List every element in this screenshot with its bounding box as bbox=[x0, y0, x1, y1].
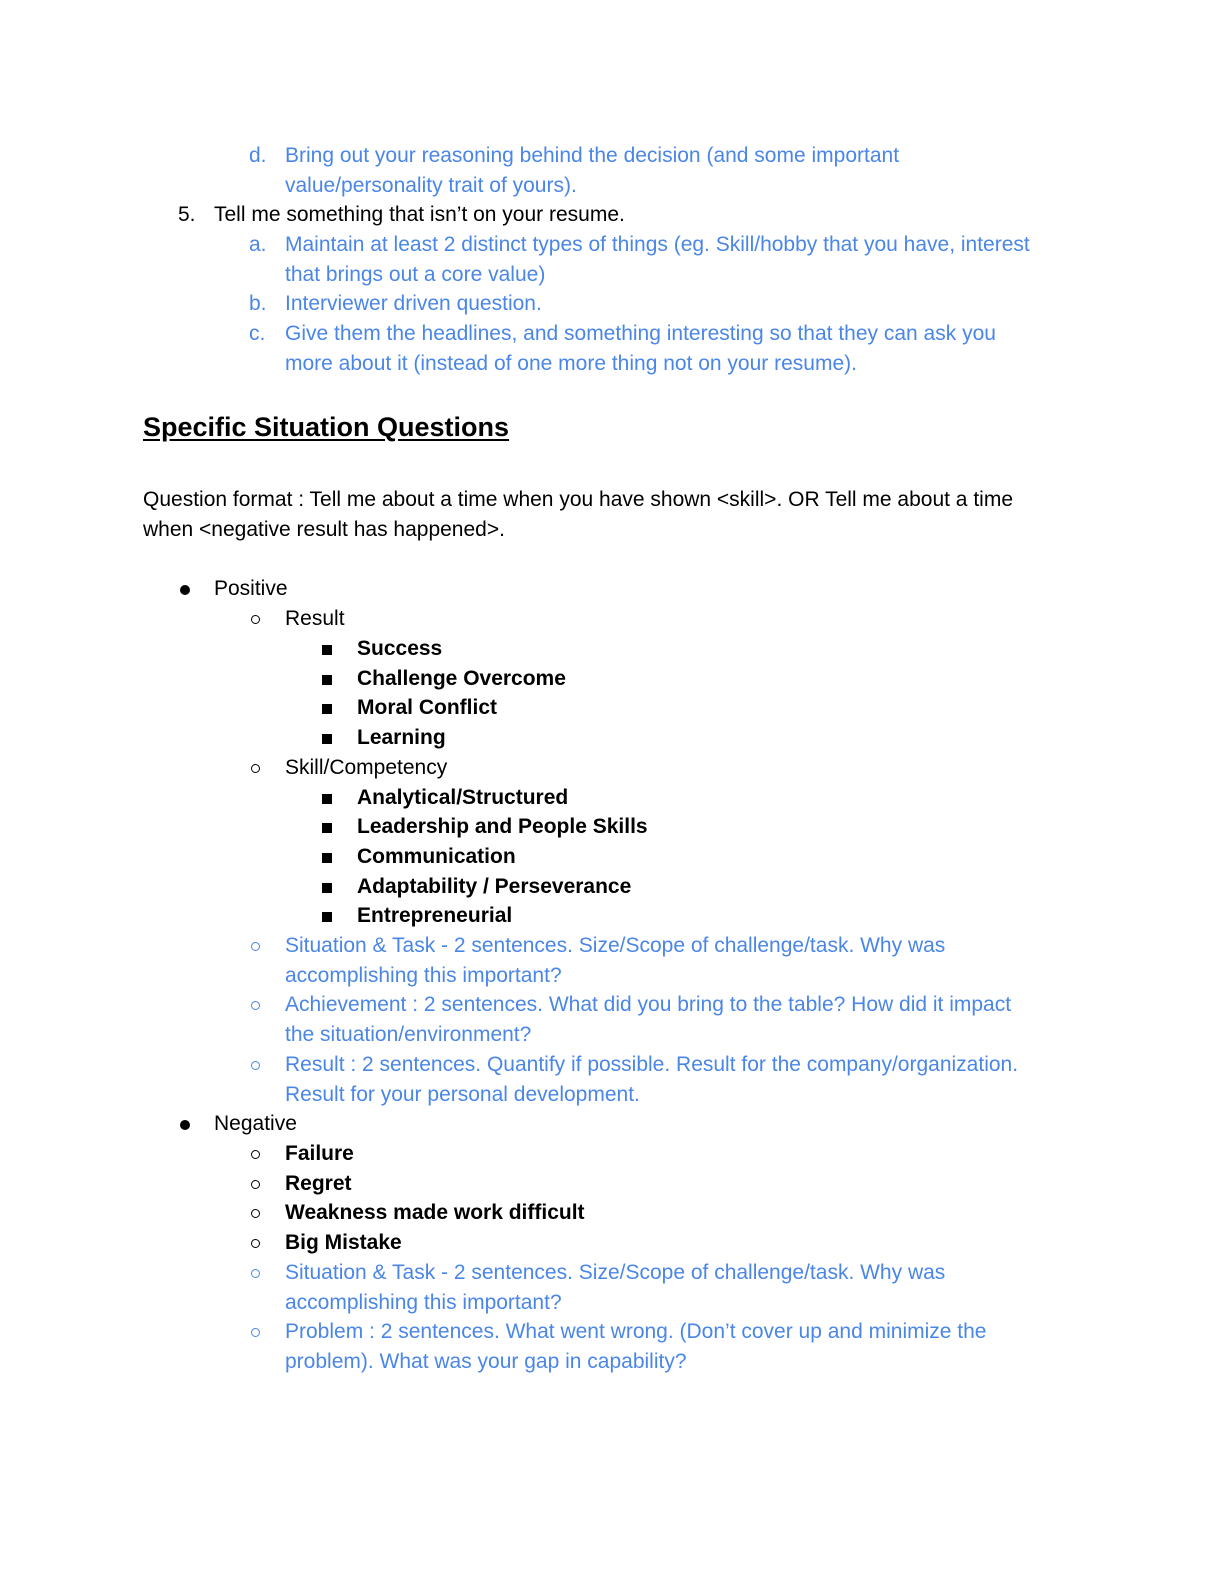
negative-note-line2: accomplishing this important? bbox=[285, 1291, 562, 1314]
question-format-line1: Question format : Tell me about a time when you have shown <skill>. OR Tell me about a time bbox=[143, 488, 1013, 511]
square-bullet-icon bbox=[322, 794, 332, 804]
circle-bullet-icon bbox=[251, 1150, 260, 1159]
circle-bullet-icon bbox=[251, 1001, 260, 1010]
square-bullet-icon bbox=[322, 704, 332, 714]
square-bullet-icon bbox=[322, 912, 332, 922]
question-format-line2: when <negative result has happened>. bbox=[143, 518, 505, 541]
item-5b-text: Interviewer driven question. bbox=[285, 292, 542, 315]
item-d-line2: value/personality trait of yours). bbox=[285, 174, 577, 197]
item-5a-line1: Maintain at least 2 distinct types of things (eg. Skill/hobby that you have, interest bbox=[285, 233, 1030, 256]
list-marker-5a: a. bbox=[249, 233, 267, 256]
positive-note-line2: the situation/environment? bbox=[285, 1023, 532, 1046]
result-item: Challenge Overcome bbox=[357, 667, 566, 690]
positive-note-line1: Achievement : 2 sentences. What did you bring to the table? How did it impact bbox=[285, 993, 1012, 1016]
negative-note-line1: Problem : 2 sentences. What went wrong. (Don’t cover up and minimize the bbox=[285, 1320, 987, 1343]
item-5c-line1: Give them the headlines, and something interesting so that they can ask you bbox=[285, 322, 996, 345]
square-bullet-icon bbox=[322, 823, 332, 833]
square-bullet-icon bbox=[322, 675, 332, 685]
negative-item: Failure bbox=[285, 1142, 354, 1165]
item-5c-line2: more about it (instead of one more thing not on your resume). bbox=[285, 352, 857, 375]
square-bullet-icon bbox=[322, 645, 332, 655]
circle-bullet-icon bbox=[251, 1061, 260, 1070]
bullet-icon bbox=[180, 585, 190, 595]
skill-item: Entrepreneurial bbox=[357, 904, 513, 927]
list-marker-5c: c. bbox=[249, 322, 266, 345]
result-label: Result bbox=[285, 607, 345, 630]
square-bullet-icon bbox=[322, 883, 332, 893]
item-d-line1: Bring out your reasoning behind the decision (and some important bbox=[285, 144, 900, 167]
positive-note-line1: Situation & Task - 2 sentences. Size/Scope of challenge/task. Why was bbox=[285, 934, 946, 957]
positive-note-line2: Result for your personal development. bbox=[285, 1083, 640, 1106]
positive-note-line2: accomplishing this important? bbox=[285, 964, 562, 987]
circle-bullet-icon bbox=[251, 1239, 260, 1248]
negative-note-line2: problem). What was your gap in capability? bbox=[285, 1350, 687, 1373]
negative-item: Weakness made work difficult bbox=[285, 1201, 585, 1224]
list-marker-5b: b. bbox=[249, 292, 267, 315]
result-item: Learning bbox=[357, 726, 446, 749]
negative-item: Regret bbox=[285, 1172, 352, 1195]
item-5a-line2: that brings out a core value) bbox=[285, 263, 546, 286]
circle-bullet-icon bbox=[251, 1209, 260, 1218]
skill-item: Leadership and People Skills bbox=[357, 815, 648, 838]
list-marker-d: d. bbox=[249, 144, 267, 167]
skill-item: Analytical/Structured bbox=[357, 786, 569, 809]
negative-note-line1: Situation & Task - 2 sentences. Size/Scope of challenge/task. Why was bbox=[285, 1261, 946, 1284]
circle-bullet-icon bbox=[251, 615, 260, 624]
circle-bullet-icon bbox=[251, 764, 260, 773]
negative-label: Negative bbox=[214, 1112, 297, 1135]
square-bullet-icon bbox=[322, 853, 332, 863]
circle-bullet-icon bbox=[251, 1328, 260, 1337]
result-item: Success bbox=[357, 637, 443, 660]
circle-bullet-icon bbox=[251, 1180, 260, 1189]
circle-bullet-icon bbox=[251, 1269, 260, 1278]
skill-item: Communication bbox=[357, 845, 516, 868]
positive-note-line1: Result : 2 sentences. Quantify if possible. Result for the company/organization. bbox=[285, 1053, 1019, 1076]
section-title: Specific Situation Questions bbox=[143, 412, 510, 442]
square-bullet-icon bbox=[322, 734, 332, 744]
bullet-icon bbox=[180, 1120, 190, 1130]
list-marker-5: 5. bbox=[178, 203, 196, 226]
skill-item: Adaptability / Perseverance bbox=[357, 875, 632, 898]
negative-item: Big Mistake bbox=[285, 1231, 402, 1254]
skill-label: Skill/Competency bbox=[285, 756, 448, 779]
item-5-text: Tell me something that isn’t on your resume. bbox=[214, 203, 625, 226]
result-item: Moral Conflict bbox=[357, 696, 497, 719]
circle-bullet-icon bbox=[251, 942, 260, 951]
positive-label: Positive bbox=[214, 577, 288, 600]
